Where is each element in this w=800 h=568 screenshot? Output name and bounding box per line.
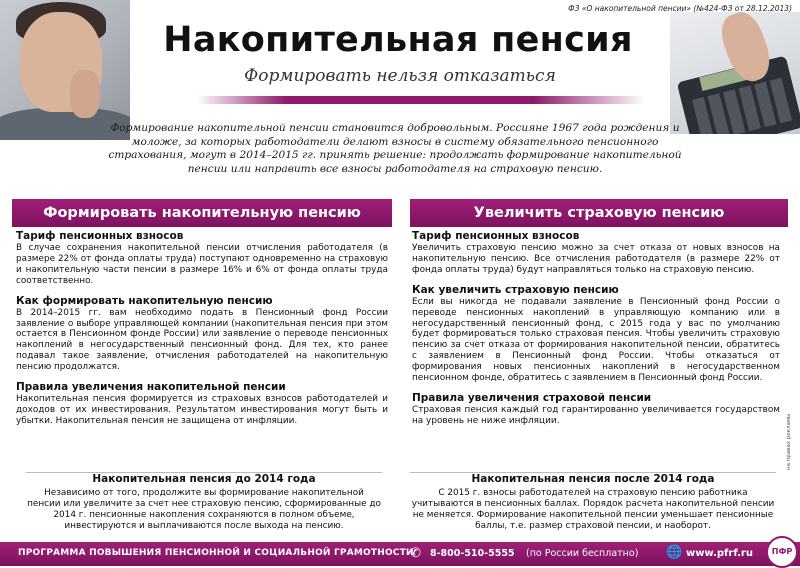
section-text: В 2014–2015 гг. вам необходимо подать в Пенсионный фонд России заявление о выборе управляющей компании (накопительная пенсия при этом остается в Пенсионном фонде России) или заявление о переводе пенсионных накоплений в негосударственный пенсионный фонд. Для тех, кто ранее подавал такое заявление, отчисления работодателей на накопительную пенсию продолжатся. <box>16 307 388 373</box>
after-2014-box <box>410 472 776 541</box>
advertising-note: на правах рекламы <box>786 413 792 470</box>
law-reference: ФЗ «О накопительной пенсии» (№424-ФЗ от 28.12.2013) <box>568 4 792 13</box>
program-name: ПРОГРАММА ПОВЫШЕНИЯ ПЕНСИОННОЙ И СОЦИАЛЬНОЙ ГРАМОТНОСТИ <box>18 548 414 558</box>
page-title: Накопительная пенсия <box>163 20 633 60</box>
section-text: Накопительная пенсия формируется из страховых взносов работодателей и доходов от их инвестирования. Результатом инвестирования могут быть и убытки. Накопительная пенсия не защищена от инфляции. <box>16 394 388 426</box>
hotline-phone[interactable]: 8-800-510-5555 <box>430 548 515 559</box>
section-heading: Правила увеличения страховой пенсии <box>412 391 652 404</box>
footer-bar <box>0 542 800 566</box>
pfr-logo: ПФР <box>766 536 798 568</box>
left-column <box>16 230 388 435</box>
website-link[interactable]: www.pfrf.ru <box>686 548 753 559</box>
section-heading: Как увеличить страховую пенсию <box>412 283 619 296</box>
section-text: Если вы никогда не подавали заявление в Пенсионный фонд России о переводе пенсионных накоплений в управляющую компанию или в негосударственный пенсионный фонд, с 2015 года у вас по умолчанию будет формироваться только страховая пенсия. Чтобы увеличить страховую пенсию за счет отказа от формирования накопительной пенсии, обратитесь с заявлением в Пенсионный фонд России. Чтобы отказаться от формирования новых пенсионных накоплений в негосударственном пенсионном фонде, обратитесь с заявлением в Пенсионный фонд России. <box>412 296 780 384</box>
hotline-note: (по России бесплатно) <box>526 548 639 559</box>
before-2014-box <box>26 472 382 541</box>
globe-icon: 🌐 <box>666 545 683 560</box>
box-heading: Накопительная пенсия после 2014 года <box>471 473 715 485</box>
thinking-man-photo <box>0 0 130 140</box>
decorative-brush-stroke <box>196 96 646 104</box>
intro-paragraph: Формирование накопительной пенсии становится добровольным. Россияне 1967 года рождения и моложе, за которых работодатели делают взносы в систему обязательного пенсионного страхования, могут в 2014–2015 гг. принять решение: продолжать формирование накопительной пенсии или направить все взносы работодателя на страховую пенсию. <box>108 122 682 175</box>
calculator-photo <box>670 12 800 134</box>
section-text: В случае сохранения накопительной пенсии отчисления работодателя (в размере 22% от фонда оплаты труда) поступают одновременно на страховую и накопительную части пенсии в размере 16% и 6% от фонда оплаты труда соответственно. <box>16 243 388 286</box>
section-heading: Тариф пенсионных взносов <box>412 230 580 242</box>
section-heading: Как формировать накопительную пенсию <box>16 294 273 307</box>
box-text: С 2015 г. взносы работодателей на страховую пенсию работника учитываются в пенсионных баллах. Порядок расчета накопительной пенсии не меняется. Формирование накопительной пенсии уменьшает пенсионные баллы, т.е. размер страховой пенсии, и наоборот. <box>411 488 775 531</box>
left-column-banner: Формировать накопительную пенсию <box>12 199 392 227</box>
phone-icon: ✆ <box>410 546 421 561</box>
section-heading: Тариф пенсионных взносов <box>16 230 184 242</box>
right-column <box>412 230 780 435</box>
box-text: Независимо от того, продолжите вы формирование накопительной пенсии или увеличите за счет нее страховую пенсию, сформированные до 2014 г. пенсионные накопления сохраняются в полном объеме, инвестируются и выплачиваются после выхода на пенсию. <box>27 488 381 531</box>
page-subtitle: Формировать нельзя отказаться <box>244 66 556 86</box>
box-heading: Накопительная пенсия до 2014 года <box>92 473 316 485</box>
section-heading: Правила увеличения накопительной пенсии <box>16 381 286 394</box>
right-column-banner: Увеличить страховую пенсию <box>410 199 788 227</box>
section-text: Страховая пенсия каждый год гарантированно увеличивается государством на уровень не ниже инфляции. <box>412 404 780 426</box>
section-text: Увеличить страховую пенсию можно за счет отказа от новых взносов на накопительную пенсию. Все отчисления работодателя (в размере 22% от фонда оплаты труда) будут направляться только на страховую пенсию. <box>412 243 780 275</box>
